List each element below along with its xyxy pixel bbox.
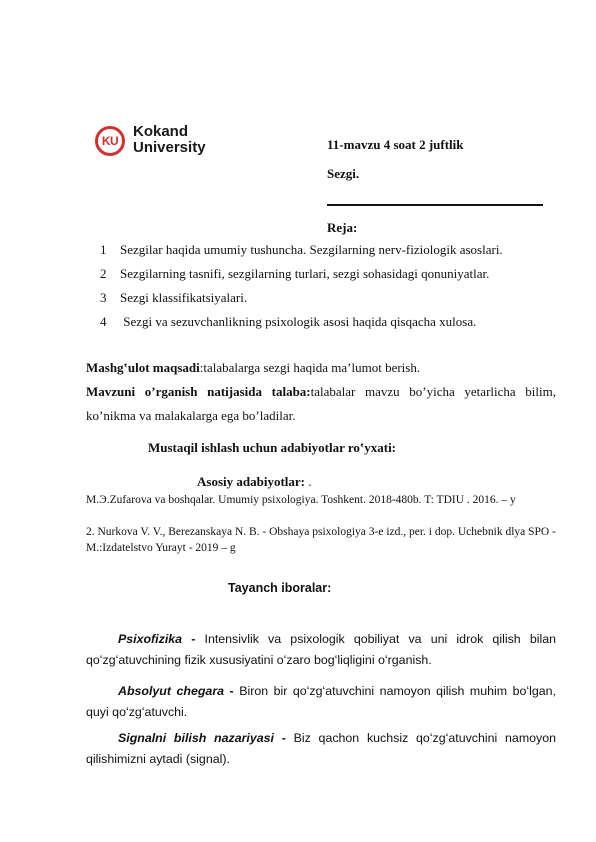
subject-heading: Sezgi.	[327, 166, 360, 181]
reference-2: 2. Nurkova V. V., Berezanskaya N. B. - Obshaya psixologiya 3-e izd., per. i dop. Uchebnik dlya SPO - M.:Izdatelstvo Yurayt - 2019 – g	[86, 526, 556, 554]
topic-heading: 11-mavzu 4 soat 2 juftlik	[327, 137, 464, 152]
plan-item-number: 3	[100, 290, 107, 305]
plan-item-text: Sezgilarning tasnifi, sezgilarning turlari, sezgi sohasidagi qonuniyatlar.	[120, 266, 490, 281]
divider-line	[327, 204, 543, 206]
plan-item-text: Sezgi klassifikatsiyalari.	[120, 290, 248, 305]
plan-item-number: 2	[100, 266, 107, 281]
lesson-goal-text: :talabalarga sezgi haqida ma’lumot berish.	[199, 360, 421, 375]
literature-title: Mustaqil ishlash uchun adabiyotlar roʽyxati:	[148, 440, 397, 455]
plan-item-number: 1	[100, 242, 107, 257]
literature-subtitle-suffix: .	[304, 474, 312, 489]
keyword-term: Psixofizika	[118, 632, 183, 646]
logo-line-2: University	[133, 139, 206, 156]
plan-item	[100, 286, 503, 310]
plan-item	[100, 238, 503, 262]
keyword-term: Signalni bilish nazariyasi	[118, 731, 274, 745]
plan-title: Reja:	[327, 220, 358, 235]
keyword-text: Biz qachon kuchsiz qoʻzgʻatuvchini namoyon qilishimizni aytadi (signal).	[86, 731, 557, 766]
plan-item-text: Sezgilar haqida umumiy tushuncha. Sezgilarning nerv-fiziologik asoslari.	[120, 242, 503, 257]
keywords-title: Tayanch iboralar:	[228, 581, 332, 595]
keyword-definition	[86, 728, 556, 770]
keyword-separator: -	[273, 731, 294, 745]
keyword-text: Biron bir qoʻzgʻatuvchini namoyon qilish muhim boʻlgan, quyi qoʻzgʻatuvchi.	[86, 684, 556, 719]
learning-outcome-text: talabalar mavzu bo’yicha yetarlicha bilim, ko’nikma va malakalarga ega bo’ladilar.	[86, 384, 556, 423]
keyword-term: Absolyut chegara	[118, 684, 225, 698]
lesson-goal-label: Mashgʽulot maqsadi	[86, 360, 200, 375]
lesson-goal	[86, 357, 556, 379]
keyword-separator: -	[224, 684, 240, 698]
plan-item-text: Sezgi va sezuvchanlikning psixologik asosi haqida qisqacha xulosa.	[120, 314, 477, 329]
logo-text	[133, 124, 206, 156]
keyword-definition	[86, 629, 556, 671]
keyword-text: Intensivlik va psixologik qobiliyat va uni idrok qilish bilan qoʻzgʻatuvchining fizik xususiyatini oʻzaro bogʻliqligini oʻrganish.	[86, 632, 557, 667]
plan-item	[100, 262, 503, 286]
plan-list	[100, 238, 503, 334]
kokand-university-logo	[95, 122, 235, 162]
keyword-definition	[86, 681, 556, 723]
logo-mark: KU	[95, 126, 125, 156]
reference-1: M.Э.Zufarova va boshqalar. Umumiy psixologiya. Toshkent. 2018-480b. T: TDIU . 2016. – y	[86, 494, 516, 506]
learning-outcome-label: Mavzuni o’rganish natijasida talaba:	[86, 384, 311, 399]
learning-outcome	[86, 380, 556, 428]
literature-subtitle-text: Asosiy adabiyotlar:	[197, 474, 305, 489]
plan-item-number: 4	[100, 314, 107, 329]
logo-line-1: Kokand	[133, 123, 189, 140]
plan-item	[100, 310, 503, 334]
keyword-separator: -	[182, 632, 205, 646]
literature-subtitle	[197, 474, 311, 490]
